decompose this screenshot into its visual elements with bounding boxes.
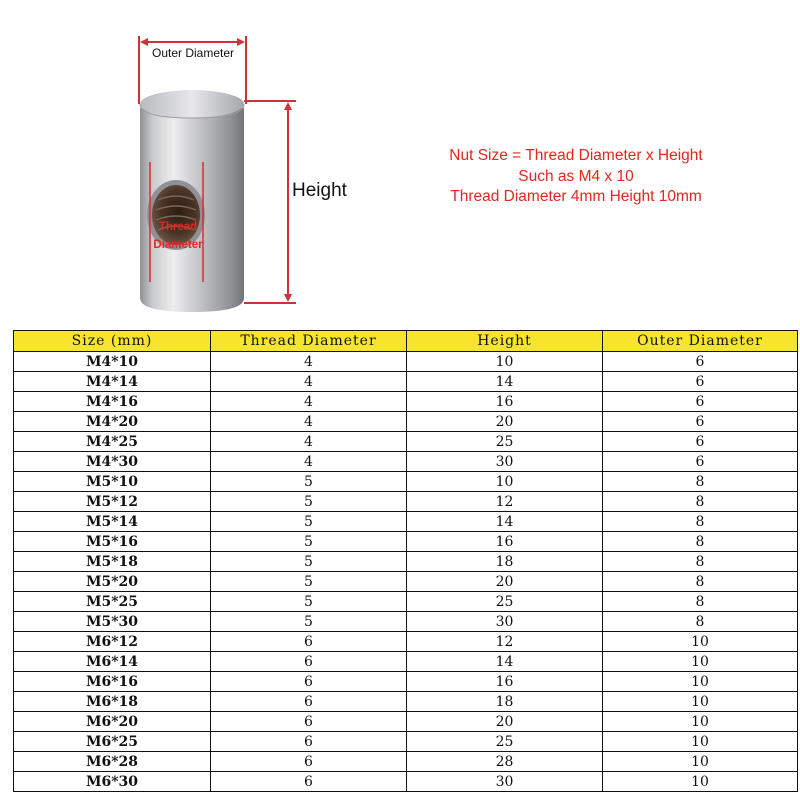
cell-outer-diameter: 6 (603, 412, 798, 432)
table-row (14, 412, 798, 432)
note-line-3: Thread Diameter 4mm Height 10mm (450, 188, 702, 205)
cell-thread-diameter: 6 (211, 652, 407, 672)
table-row (14, 712, 798, 732)
cell-size: M5*10 (14, 472, 211, 492)
table-row (14, 552, 798, 572)
cell-thread-diameter: 6 (211, 732, 407, 752)
cell-size: M5*12 (14, 492, 211, 512)
cell-height: 30 (407, 772, 603, 792)
table-row (14, 352, 798, 372)
cell-thread-diameter: 5 (211, 472, 407, 492)
cell-outer-diameter: 6 (603, 452, 798, 472)
table-row (14, 532, 798, 552)
cell-size: M6*28 (14, 752, 211, 772)
cell-outer-diameter: 8 (603, 572, 798, 592)
note-line-1: Nut Size = Thread Diameter x Height (449, 147, 703, 164)
cell-outer-diameter: 10 (603, 712, 798, 732)
cell-size: M4*14 (14, 372, 211, 392)
cell-size: M4*25 (14, 432, 211, 452)
height-label: Height (292, 180, 347, 201)
cell-height: 14 (407, 372, 603, 392)
cell-size: M5*20 (14, 572, 211, 592)
cell-outer-diameter: 10 (603, 752, 798, 772)
table-row (14, 752, 798, 772)
cell-outer-diameter: 6 (603, 432, 798, 452)
table-row (14, 452, 798, 472)
cell-size: M6*25 (14, 732, 211, 752)
size-explanation-note (398, 146, 754, 208)
cell-thread-diameter: 6 (211, 692, 407, 712)
cell-thread-diameter: 5 (211, 512, 407, 532)
note-line-2: Such as M4 x 10 (518, 167, 634, 185)
cell-outer-diameter: 6 (603, 372, 798, 392)
cell-outer-diameter: 10 (603, 732, 798, 752)
table-row (14, 732, 798, 752)
cell-size: M6*20 (14, 712, 211, 732)
cell-height: 16 (407, 532, 603, 552)
cell-thread-diameter: 4 (211, 412, 407, 432)
cell-thread-diameter: 5 (211, 492, 407, 512)
cell-height: 16 (407, 392, 603, 412)
table-row (14, 632, 798, 652)
cell-thread-diameter: 4 (211, 392, 407, 412)
table-row (14, 592, 798, 612)
thread-diameter-label (140, 218, 216, 254)
cell-height: 14 (407, 512, 603, 532)
cell-size: M5*25 (14, 592, 211, 612)
cell-outer-diameter: 10 (603, 672, 798, 692)
cell-thread-diameter: 6 (211, 752, 407, 772)
size-spec-table (13, 330, 798, 792)
cell-height: 18 (407, 692, 603, 712)
cell-height: 20 (407, 712, 603, 732)
barrel-nut (140, 90, 244, 312)
cell-thread-diameter: 5 (211, 532, 407, 552)
cell-size: M6*12 (14, 632, 211, 652)
table-header-row (14, 331, 798, 352)
cell-height: 14 (407, 652, 603, 672)
header-outer-diameter: Outer Diameter (603, 331, 798, 352)
cell-height: 20 (407, 412, 603, 432)
cell-height: 25 (407, 432, 603, 452)
cell-height: 30 (407, 452, 603, 472)
cell-outer-diameter: 8 (603, 492, 798, 512)
cell-thread-diameter: 5 (211, 592, 407, 612)
cell-height: 16 (407, 672, 603, 692)
cell-thread-diameter: 6 (211, 672, 407, 692)
cell-thread-diameter: 5 (211, 572, 407, 592)
height-dimension (244, 101, 296, 303)
table-row (14, 432, 798, 452)
cell-size: M4*16 (14, 392, 211, 412)
cell-height: 12 (407, 492, 603, 512)
cell-outer-diameter: 10 (603, 772, 798, 792)
cell-size: M6*16 (14, 672, 211, 692)
cell-thread-diameter: 6 (211, 632, 407, 652)
cell-size: M6*30 (14, 772, 211, 792)
cell-height: 28 (407, 752, 603, 772)
cell-size: M5*18 (14, 552, 211, 572)
cell-size: M4*10 (14, 352, 211, 372)
table-row (14, 372, 798, 392)
cell-thread-diameter: 6 (211, 712, 407, 732)
thread-label-line1: Thread (158, 221, 198, 233)
cell-height: 30 (407, 612, 603, 632)
thread-label-line2: Diameter (153, 239, 203, 251)
cell-outer-diameter: 8 (603, 612, 798, 632)
table-row (14, 672, 798, 692)
cell-thread-diameter: 5 (211, 552, 407, 572)
table-row (14, 572, 798, 592)
cell-outer-diameter: 8 (603, 592, 798, 612)
cell-size: M6*14 (14, 652, 211, 672)
cell-thread-diameter: 4 (211, 432, 407, 452)
cell-height: 10 (407, 352, 603, 372)
cell-outer-diameter: 8 (603, 512, 798, 532)
table-row (14, 472, 798, 492)
cell-thread-diameter: 6 (211, 772, 407, 792)
header-height: Height (407, 331, 603, 352)
header-size: Size (mm) (14, 331, 211, 352)
header-thread-diameter: Thread Diameter (211, 331, 407, 352)
cell-size: M5*14 (14, 512, 211, 532)
cell-outer-diameter: 8 (603, 472, 798, 492)
cell-size: M4*30 (14, 452, 211, 472)
table-row (14, 612, 798, 632)
cell-outer-diameter: 10 (603, 652, 798, 672)
cell-height: 10 (407, 472, 603, 492)
cell-height: 25 (407, 732, 603, 752)
cell-height: 12 (407, 632, 603, 652)
cell-height: 20 (407, 572, 603, 592)
table-row (14, 492, 798, 512)
cell-outer-diameter: 10 (603, 632, 798, 652)
cell-outer-diameter: 6 (603, 352, 798, 372)
table-row (14, 772, 798, 792)
table-row (14, 652, 798, 672)
cell-thread-diameter: 4 (211, 452, 407, 472)
cell-outer-diameter: 8 (603, 532, 798, 552)
cell-thread-diameter: 4 (211, 352, 407, 372)
table-row (14, 692, 798, 712)
cell-thread-diameter: 4 (211, 372, 407, 392)
cell-size: M5*30 (14, 612, 211, 632)
cell-size: M5*16 (14, 532, 211, 552)
cell-height: 25 (407, 592, 603, 612)
table-row (14, 392, 798, 412)
cell-outer-diameter: 8 (603, 552, 798, 572)
cell-height: 18 (407, 552, 603, 572)
cell-size: M4*20 (14, 412, 211, 432)
cell-size: M6*18 (14, 692, 211, 712)
cell-outer-diameter: 10 (603, 692, 798, 712)
cell-outer-diameter: 6 (603, 392, 798, 412)
table-row (14, 512, 798, 532)
cell-thread-diameter: 5 (211, 612, 407, 632)
outer-diameter-label: Outer Diameter (151, 46, 235, 60)
